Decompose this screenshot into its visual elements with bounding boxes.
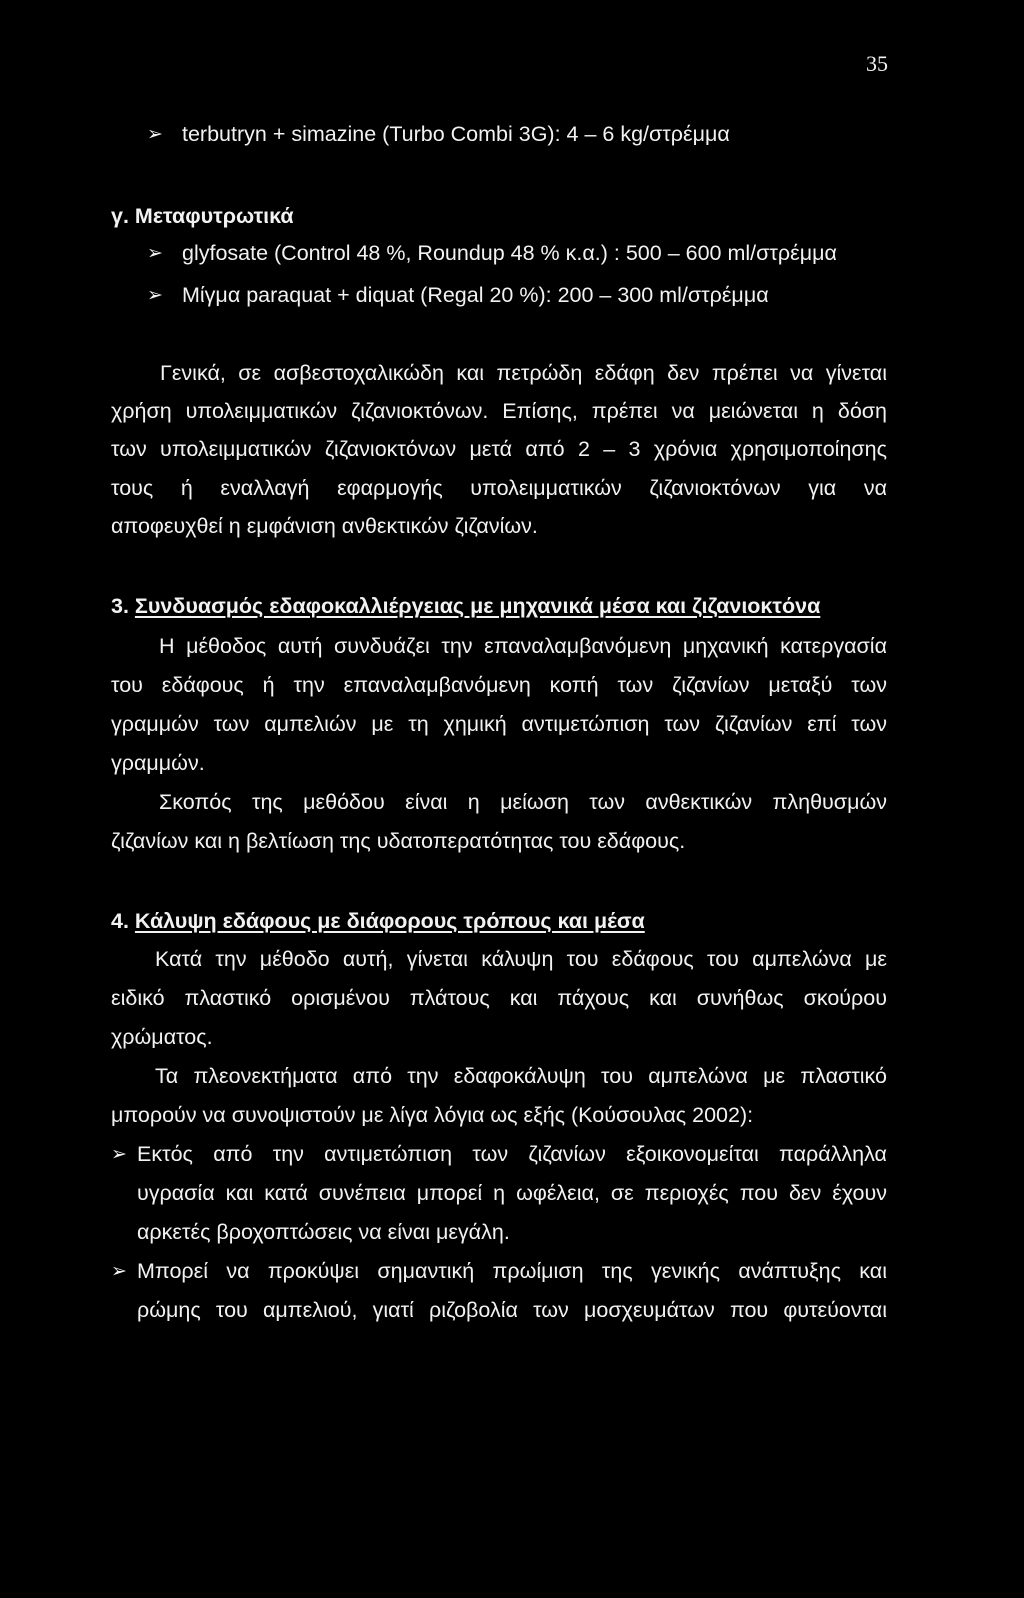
paragraph-line: γραμμών. (111, 751, 205, 775)
bullet-glyfosate: glyfosate (Control 48 %, Roundup 48 % κ.α.) : 500 – 600 ml/στρέμμα (182, 241, 837, 265)
paragraph-line: Σκοπός της μεθόδου είναι η μείωση των ανθεκτικών πληθυσμών (159, 790, 887, 814)
paragraph-line: χρήση υπολειμματικών ζιζανιοκτόνων. Επίσης, πρέπει να μειώνεται η δόση (111, 399, 887, 423)
section-3-number: 3. (111, 594, 129, 618)
paragraph-line: τους ή εναλλαγή εφαρμογής υπολειμματικών ζιζανιοκτόνων για να (111, 476, 887, 500)
paragraph-line: ζιζανίων και η βελτίωση της υδατοπερατότητας του εδάφους. (111, 829, 686, 853)
bullet-line: υγρασία και κατά συνέπεια μπορεί η ωφέλεια, σε περιοχές που δεν έχουν (137, 1181, 887, 1205)
bullet-arrow-icon: ➢ (147, 242, 163, 264)
bullet-arrow-icon: ➢ (147, 284, 163, 306)
paragraph-line: Τα πλεονεκτήματα από την εδαφοκάλυψη του αμπελώνα με πλαστικό (155, 1064, 887, 1088)
bullet-line: ρώμης του αμπελιού, γιατί ριζοβολία των μοσχευμάτων που φυτεύονται (137, 1298, 887, 1322)
bullet-line: αρκετές βροχοπτώσεις να είναι μεγάλη. (137, 1220, 510, 1244)
heading-post-emergence: γ. Μεταφυτρωτικά (111, 204, 294, 228)
bullet-arrow-icon: ➢ (147, 123, 163, 145)
bullet-arrow-icon: ➢ (111, 1143, 127, 1165)
paragraph-line: ειδικό πλαστικό ορισμένου πλάτους και πάχους και συνήθως σκούρου (111, 986, 887, 1010)
paragraph-line: του εδάφους ή την επαναλαμβανόμενη κοπή των ζιζανίων μεταξύ των (111, 673, 887, 697)
section-4-heading (111, 908, 645, 934)
paragraph-line: αποφευχθεί η εμφάνιση ανθεκτικών ζιζανίων. (111, 514, 538, 538)
paragraph-line: Κατά την μέθοδο αυτή, γίνεται κάλυψη του εδάφους του αμπελώνα με (155, 947, 887, 971)
paragraph-line: Γενικά, σε ασβεστοχαλικώδη και πετρώδη εδάφη δεν πρέπει να γίνεται (160, 361, 887, 385)
section-3-heading (111, 593, 820, 619)
paragraph-line: μπορούν να συνοψιστούν με λίγα λόγια ως εξής (Κούσουλας 2002): (111, 1103, 754, 1127)
paragraph-line: Η μέθοδος αυτή συνδυάζει την επαναλαμβανόμενη μηχανική κατεργασία (159, 634, 887, 658)
paragraph-line: γραμμών των αμπελιών με τη χημική αντιμετώπιση των ζιζανίων επί των (111, 712, 887, 736)
section-3-title: Συνδυασμός εδαφοκαλλιέργειας με μηχανικά μέσα και ζιζανιοκτόνα (134, 594, 821, 618)
bullet-line: Μπορεί να προκύψει σημαντική πρωίμιση της γενικής ανάπτυξης και (137, 1259, 887, 1283)
section-4-number: 4. (111, 909, 129, 933)
paragraph-line: χρώματος. (111, 1025, 213, 1049)
bullet-line: Εκτός από την αντιμετώπιση των ζιζανίων εξοικονομείται παράλληλα (137, 1142, 887, 1166)
bullet-terbutryn: terbutryn + simazine (Turbo Combi 3G): 4 – 6 kg/στρέμμα (182, 122, 730, 146)
bullet-paraquat: Μίγμα paraquat + diquat (Regal 20 %): 200 – 300 ml/στρέμμα (182, 283, 769, 307)
bullet-arrow-icon: ➢ (111, 1260, 127, 1282)
page-number: 35 (866, 51, 888, 76)
section-4-title: Κάλυψη εδάφους με διάφορους τρόπους και μέσα (134, 909, 645, 933)
paragraph-line: των υπολειμματικών ζιζανιοκτόνων μετά από 2 – 3 χρόνια χρησιμοποίησης (111, 437, 887, 461)
